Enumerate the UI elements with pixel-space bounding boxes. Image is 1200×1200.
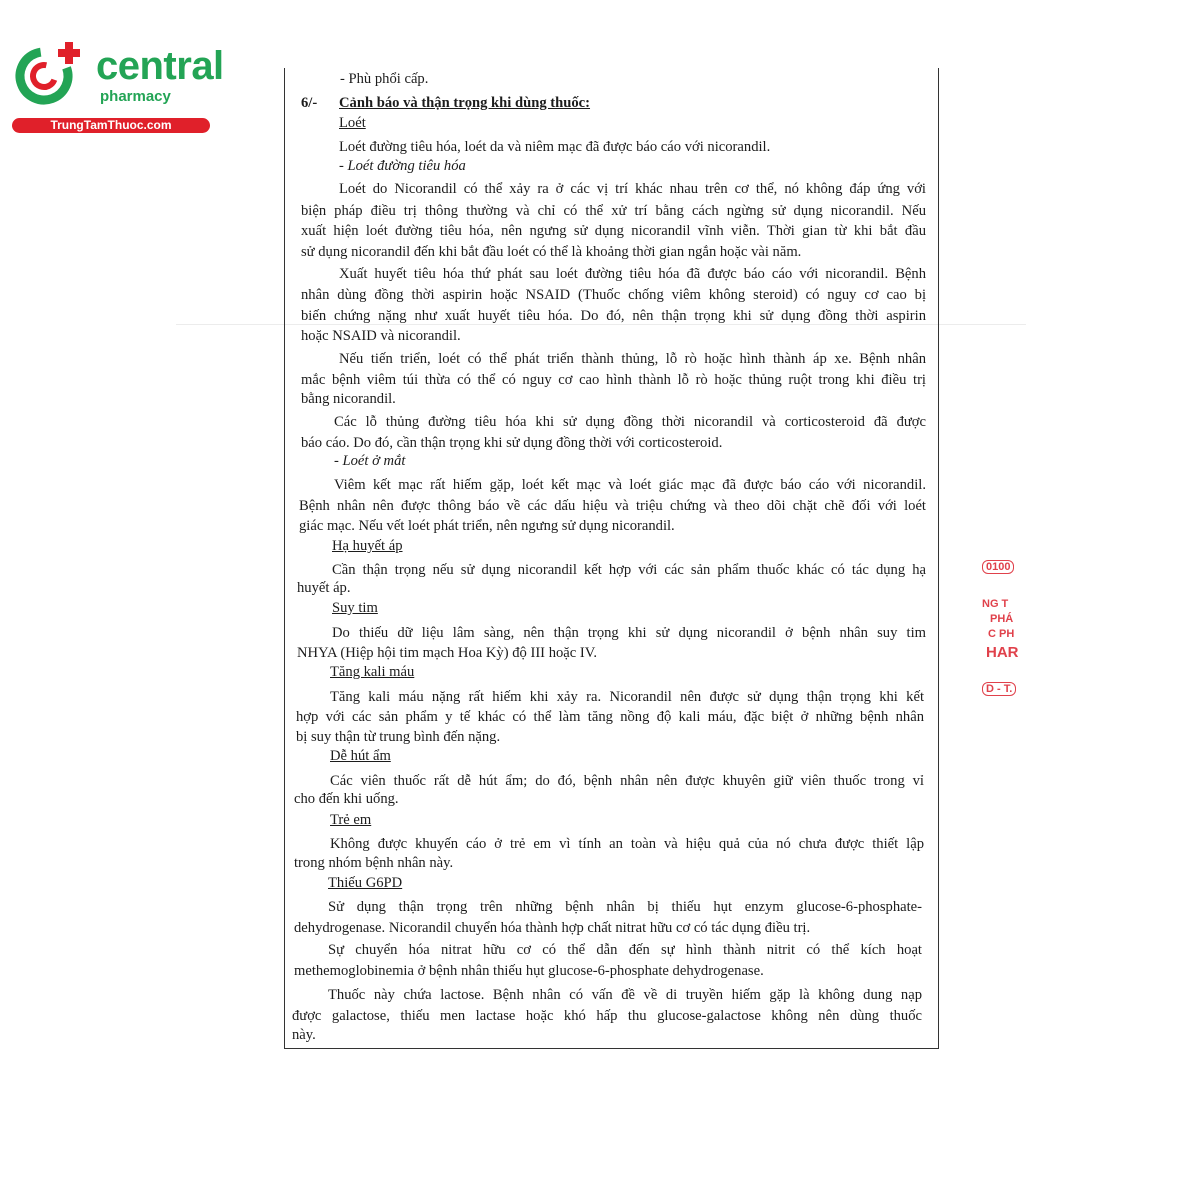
text-line: báo cáo. Do đó, cần thận trọng khi sử dụng đồng thời với corticosteroid. [301, 435, 723, 451]
text-line: Loét đường tiêu hóa, loét da và niêm mạc đã được báo cáo với nicorandil. [339, 139, 771, 155]
text-line: biến chứng nặng như xuất huyết tiêu hóa. Do đó, nên thận trọng khi sử dụng đồng thời aspirin [301, 308, 926, 324]
text-line: Sử dụng thận trọng trên những bệnh nhân bị thiếu hụt enzym glucose-6-phosphate- [328, 899, 922, 915]
text-line: Sự chuyển hóa nitrat hữu cơ có thể dẫn đến sự hình thành nitrit có thể kích hoạt [328, 942, 922, 958]
pharmacy-cross-logo-icon [10, 38, 90, 108]
text-line: Tăng kali máu nặng rất hiếm khi xảy ra. Nicorandil nên được sử dụng thận trọng khi kết [330, 689, 924, 705]
logo-sub-text: pharmacy [100, 88, 171, 105]
text-line: Các lỗ thủng đường tiêu hóa khi sử dụng đồng thời nicorandil và corticosteroid đã được [334, 414, 926, 430]
text-line: Thuốc này chứa lactose. Bệnh nhân có vấn đề về di truyền hiếm gặp là không dung nạp [328, 987, 922, 1003]
text-line: trong nhóm bệnh nhân này. [294, 855, 454, 871]
subsection-heading: Thiếu G6PD [328, 875, 403, 891]
subsection-heading: Tăng kali máu [330, 664, 415, 680]
central-pharmacy-logo[interactable] [10, 38, 224, 138]
text-line: Viêm kết mạc rất hiếm gặp, loét kết mạc và loét giác mạc đã được báo cáo với nicorandil. [334, 477, 926, 493]
text-line: Bệnh nhân nên được thông báo về các dấu hiệu và triệu chứng và theo dõi chặt chẽ đối với loét [299, 498, 926, 514]
text-line: methemoglobinemia ở bệnh nhân thiếu hụt glucose-6-phosphate dehydrogenase. [294, 963, 764, 979]
subsection-heading: Dễ hút ẩm [330, 748, 391, 764]
text-line: xuất hiện loét đường tiêu hóa, nên ngưng sử dụng nicorandil vĩnh viễn. Thời gian từ khi bắt đầu [301, 223, 926, 239]
text-line: bị suy thận từ trung bình đến nặng. [296, 729, 501, 745]
red-stamp-fragment [982, 558, 1026, 708]
text-line: NHYA (Hiệp hội tim mạch Hoa Kỳ) độ III hoặc IV. [297, 645, 598, 661]
text-line: Nếu tiến triển, loét có thể phát triển thành thủng, lỗ rò hoặc hình thành áp xe. Bệnh nhân [339, 351, 926, 367]
stamp-text: PHÁ [990, 613, 1014, 625]
text-line: dehydrogenase. Nicorandil chuyển hóa thành hợp chất nitrat hữu cơ có tác dụng điều trị. [294, 920, 811, 936]
subsection-item: - Loét ở mắt [334, 453, 406, 469]
text-line: giác mạc. Nếu vết loét phát triển, nên ngưng sử dụng nicorandil. [299, 518, 675, 534]
text-line: nhân dùng đồng thời aspirin hoặc NSAID (Thuốc chống viêm không steroid) có nguy cơ cao bị [301, 287, 926, 303]
subsection-heading: Loét [339, 115, 366, 131]
subsection-item: - Loét đường tiêu hóa [339, 158, 466, 174]
logo-website-badge: TrungTamThuoc.com [12, 118, 210, 133]
text-line: này. [292, 1027, 316, 1043]
stamp-text: 0100 [982, 560, 1014, 574]
text-line: - Phù phổi cấp. [340, 71, 429, 87]
text-line: Không được khuyến cáo ở trẻ em vì tính an toàn và hiệu quả của nó chưa được thiết lập [330, 836, 924, 852]
text-line: bằng nicorandil. [301, 391, 396, 407]
subsection-heading: Suy tim [332, 600, 378, 616]
stamp-text: NG T [982, 598, 1009, 610]
stamp-text: HAR [986, 644, 1019, 661]
text-line: Loét do Nicorandil có thể xảy ra ở các vị trí khác nhau trên cơ thể, nó không đáp ứng với [339, 181, 926, 197]
subsection-heading: Trẻ em [330, 812, 372, 828]
text-line: Cần thận trọng nếu sử dụng nicorandil kết hợp với các sản phẩm thuốc khác có tác dụng hạ [332, 562, 926, 578]
text-line: Do thiếu dữ liệu lâm sàng, nên thận trọng khi sử dụng nicorandil ở bệnh nhân suy tim [332, 625, 926, 641]
logo-brand-text: central [96, 44, 224, 88]
text-line: hoặc NSAID và nicorandil. [301, 328, 461, 344]
text-line: cho đến khi uống. [294, 791, 399, 807]
text-line: Các viên thuốc rất dễ hút ẩm; do đó, bệnh nhân nên được khuyên giữ viên thuốc trong vỉ [330, 773, 924, 789]
section-heading: Cảnh báo và thận trọng khi dùng thuốc: [339, 95, 591, 111]
text-line: Xuất huyết tiêu hóa thứ phát sau loét đường tiêu hóa đã được báo cáo với nicorandil. Bệnh [339, 266, 926, 282]
stamp-text: D - T. [982, 682, 1016, 696]
stamp-text: C PH [988, 628, 1015, 640]
text-line: huyết áp. [297, 580, 351, 596]
text-line: biện pháp điều trị thông thường và chỉ có thể xử trí bằng cách ngừng sử dụng nicorandil. Nếu [301, 203, 926, 219]
subsection-heading: Hạ huyết áp [332, 538, 403, 554]
text-line: được galactose, thiếu men lactase hoặc khó hấp thu glucose-galactose không nên dùng thuốc [292, 1008, 922, 1024]
text-line: mắc bệnh viêm túi thừa có thể có nguy cơ cao hình thành lỗ rò hoặc thủng ruột trong khi điều trị [301, 372, 926, 388]
text-line: sử dụng nicorandil đến khi bắt đầu loét có thể là khoảng thời gian ngắn hoặc vài năm. [301, 244, 802, 260]
text-line: hợp với các sản phẩm y tế khác có thể làm tăng nồng độ kali máu, đặc biệt ở những bệnh nhân [296, 709, 924, 725]
section-number: 6/- [301, 95, 318, 111]
